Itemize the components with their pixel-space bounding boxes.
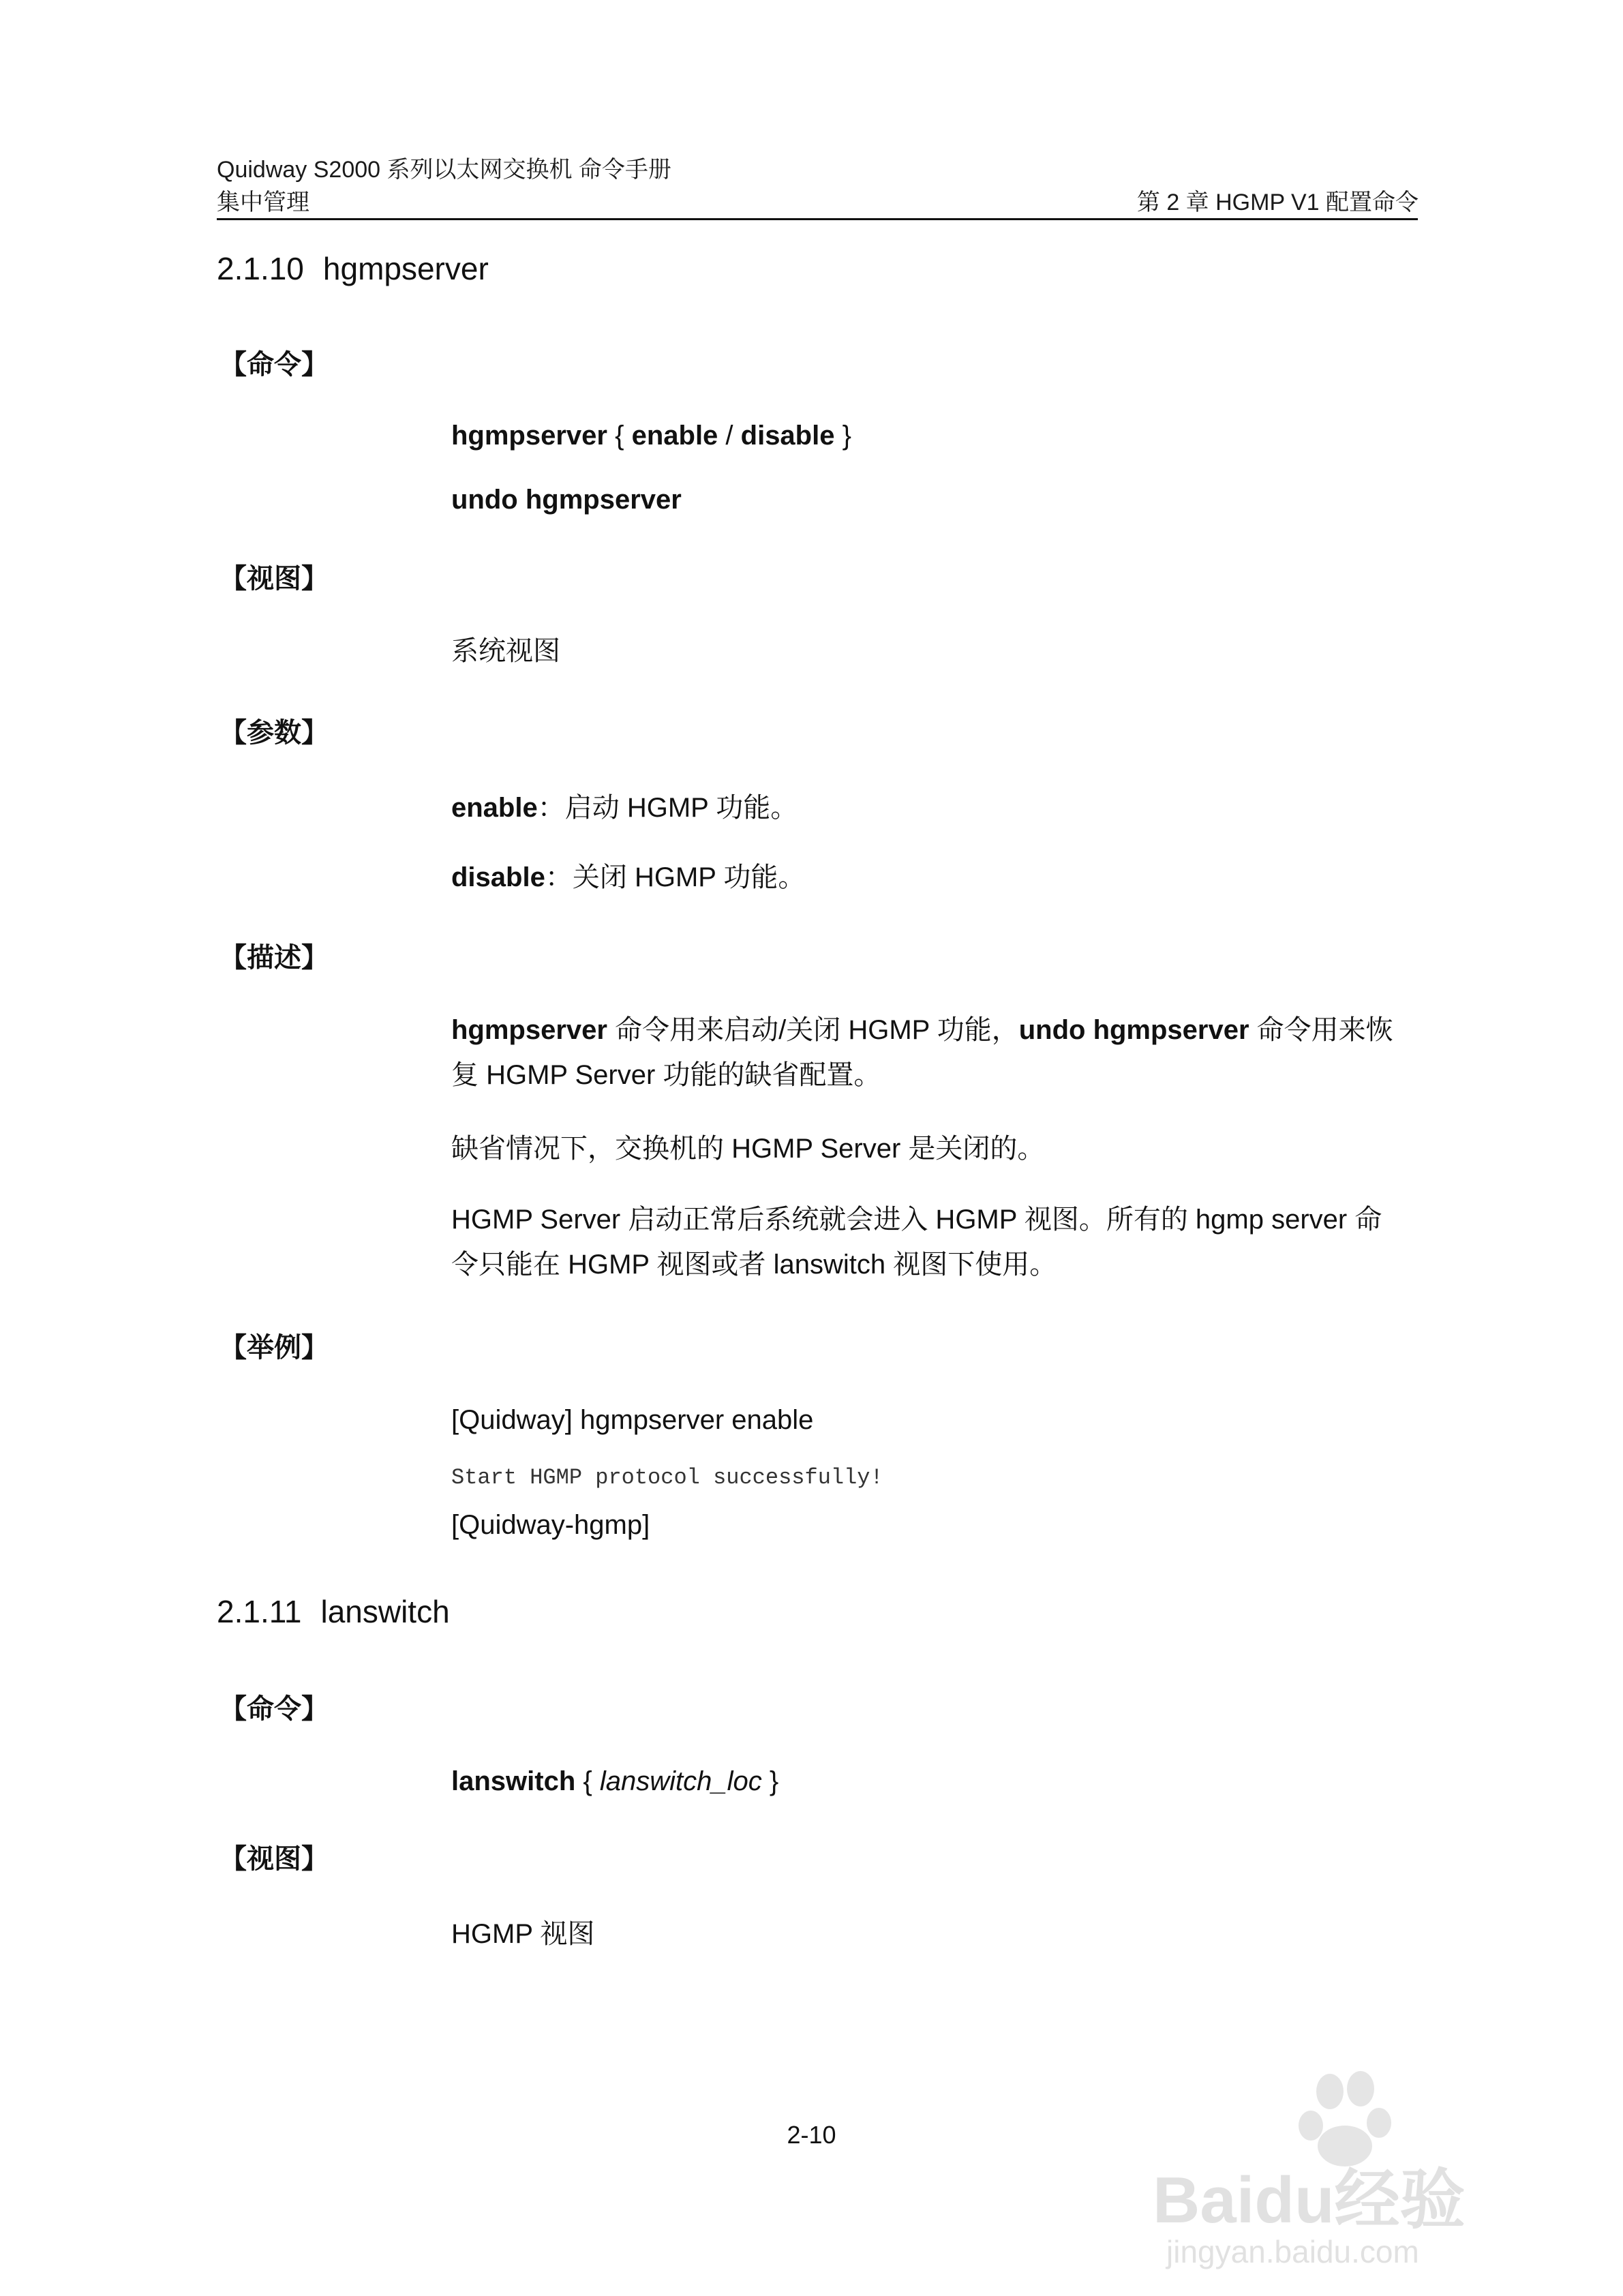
desc-paragraph-1 — [451, 1008, 1406, 1098]
view-text: HGMP 视图 — [451, 1919, 595, 1949]
label-view: 【视图】 — [219, 564, 329, 594]
desc-paragraph-3: HGMP Server 启动正常后系统就会进入 HGMP 视图。所有的 hgmp server 命令只能在 HGMP 视图或者 lanswitch 视图下使用。 — [451, 1205, 1382, 1280]
label-desc: 【描述】 — [219, 943, 329, 973]
section-number: 2.1.10 — [217, 251, 304, 286]
cmd-brace-open: { — [607, 421, 632, 451]
cmd-brace-close: } — [834, 421, 851, 451]
command-syntax-lanswitch — [451, 1764, 778, 1798]
header-chapter: 第 2 章 HGMP V1 配置命令 — [1136, 190, 1419, 215]
example-line-1: [Quidway] hgmpserver enable — [451, 1405, 814, 1435]
param-disable — [451, 860, 805, 894]
desc-text-2: 命令用来恢复 HGMP Server 功能的缺省配置。 — [451, 1015, 1393, 1090]
watermark-brand: Baidu经验 — [1153, 2164, 1466, 2237]
label-params: 【参数】 — [219, 718, 329, 748]
cmd-sep: / — [718, 421, 741, 451]
label-view: 【视图】 — [219, 1844, 329, 1874]
desc-paragraph-2: 缺省情况下，交换机的 HGMP Server 是关闭的。 — [451, 1134, 1045, 1164]
label-command: 【命令】 — [219, 350, 329, 380]
label-example: 【举例】 — [219, 1333, 329, 1363]
desc-keyword-1: hgmpserver — [451, 1015, 607, 1045]
label-command: 【命令】 — [219, 1694, 329, 1724]
section-name: hgmpserver — [322, 251, 489, 286]
param-disable-text: ：关闭 HGMP 功能。 — [545, 862, 806, 892]
page-number: 2-10 — [787, 2121, 836, 2149]
command-syntax-1 — [451, 419, 851, 453]
cmd-brace-close: } — [761, 1766, 779, 1796]
cmd-keyword: hgmpserver — [451, 421, 607, 451]
command-syntax-2: undo hgmpserver — [451, 485, 682, 515]
cmd-brace-open: { — [575, 1766, 600, 1796]
header-subtitle: 集中管理 — [217, 190, 309, 215]
section-number: 2.1.11 — [217, 1594, 302, 1629]
param-enable — [451, 791, 798, 825]
example-output: Start HGMP protocol successfully! — [451, 1465, 883, 1490]
param-enable-keyword: enable — [451, 793, 538, 823]
desc-text-1: 命令用来启动/关闭 HGMP 功能， — [607, 1015, 1019, 1045]
cmd-enable: enable — [631, 421, 718, 451]
section-title-lanswitch — [217, 1592, 450, 1631]
cmd-disable: disable — [740, 421, 835, 451]
section-title-hgmpserver — [217, 250, 489, 288]
section-name: lanswitch — [320, 1594, 450, 1629]
example-line-3: [Quidway-hgmp] — [451, 1510, 650, 1540]
cmd-arg: lanswitch_loc — [599, 1766, 762, 1796]
param-enable-text: ：启动 HGMP 功能。 — [537, 793, 798, 823]
header-title: Quidway S2000 系列以太网交换机 命令手册 — [217, 157, 671, 183]
watermark-url: jingyan.baidu.com — [1166, 2234, 1419, 2269]
param-disable-keyword: disable — [451, 862, 545, 892]
desc-keyword-2: undo hgmpserver — [1018, 1015, 1249, 1045]
baidu-watermark — [1125, 2064, 1548, 2269]
cmd-keyword: lanswitch — [451, 1766, 576, 1796]
view-text: 系统视图 — [451, 636, 560, 666]
header-rule — [217, 218, 1418, 220]
